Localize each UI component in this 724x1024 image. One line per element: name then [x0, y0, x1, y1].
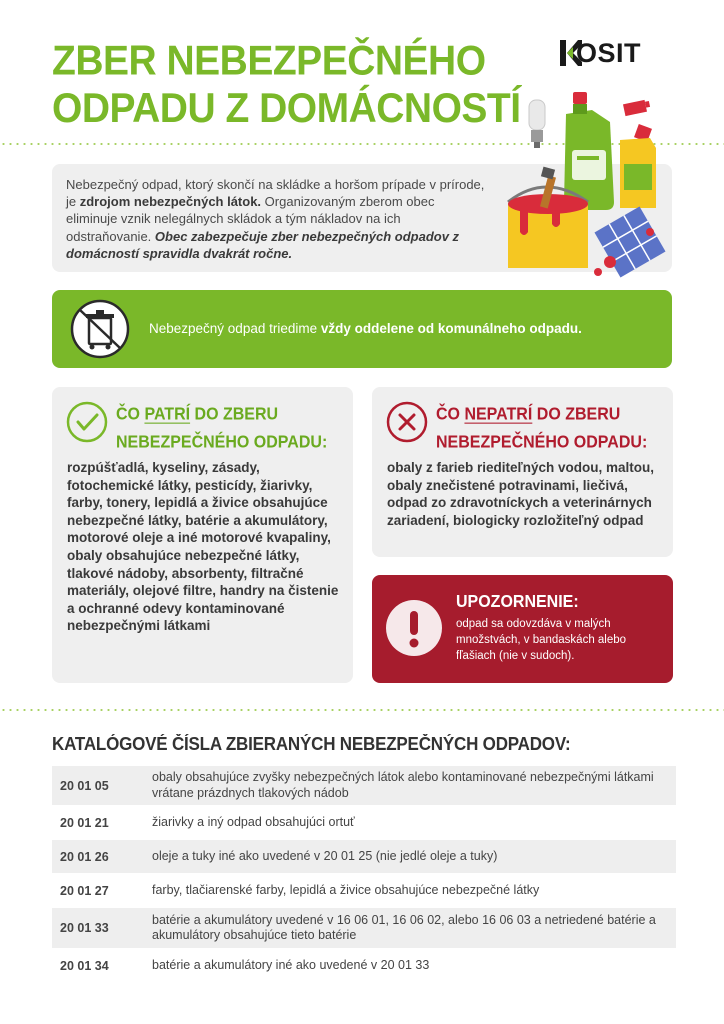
hazardous-waste-illustration: [500, 92, 680, 278]
belongs-heading-pre: ČO: [116, 405, 145, 424]
belongs-heading-underlined: PATRÍ: [144, 405, 191, 424]
waste-code: 20 01 21: [60, 815, 109, 830]
not-belongs-heading-pre: ČO: [436, 405, 465, 424]
not-belongs-list: obaly z farieb riediteľných vodou, maltou, obaly znečistené potravinami, liečivá, odpad zo zdravotníckych a veterinárnych zariadení, biologicky rozložiteľný odpad: [387, 460, 654, 528]
waste-code: 20 01 26: [60, 849, 109, 864]
waste-description: batérie a akumulátory uvedené v 16 06 01, 16 06 02, alebo 16 06 03 a netriedené batérie a akumulátory obsahujúce tieto batérie: [152, 912, 656, 942]
belongs-heading-line-2: NEBEZPEČNÉHO ODPADU:: [116, 433, 328, 452]
page-title: [52, 38, 522, 133]
kosit-logo: [560, 38, 678, 68]
belongs-card: [52, 387, 353, 683]
check-circle-icon: [66, 401, 108, 443]
not-belongs-heading: [436, 401, 647, 457]
table-row: [52, 873, 676, 908]
catalog-table: [52, 766, 676, 984]
waste-code: 20 01 05: [60, 778, 109, 793]
logo-text: OSIT: [576, 38, 642, 68]
divider-bottom: [0, 709, 724, 711]
belongs-heading: [116, 401, 327, 457]
intro-text-bold-2: Obec zabezpečuje zber nebezpečných odpadov z domácností spravidla dvakrát ročne.: [66, 228, 460, 261]
not-belongs-heading-underlined: NEPATRÍ: [464, 405, 533, 424]
banner-text-bold: vždy oddelene od komunálneho odpadu.: [320, 321, 582, 336]
battery-icon: [623, 100, 650, 116]
catalog-title: KATALÓGOVÉ ČÍSLA ZBIERANÝCH NEBEZPEČNÝCH ODPADOV:: [52, 734, 571, 755]
intro-text-bold-1: zdrojom nebezpečných látok.: [79, 194, 262, 210]
title-line-2: ODPADU Z DOMÁCNOSTÍ: [52, 85, 521, 132]
warning-title: UPOZORNENIE:: [456, 593, 579, 612]
table-row: [52, 766, 676, 805]
title-line-1: ZBER NEBEZPEČNÉHO: [52, 38, 486, 85]
table-row: [52, 805, 676, 840]
table-row: [52, 948, 676, 984]
not-belongs-heading-line-2: NEBEZPEČNÉHO ODPADU:: [436, 433, 648, 452]
table-row: [52, 840, 676, 873]
cross-circle-icon: [386, 401, 428, 443]
waste-description: farby, tlačiarenské farby, lepidlá a živice obsahujúce nebezpečné látky: [152, 882, 540, 897]
waste-code: 20 01 27: [60, 883, 109, 898]
belongs-list: rozpúšťadlá, kyseliny, zásady, fotochemické látky, pesticídy, žiarivky, farby, tonery, lepidlá a živice obsahujúce nebezpečné látky, batérie a akumulátory, motorové oleje a iné motorové kvapaliny, obaly obsahujúce nebezpečné látky, tlakové nádoby, absorbenty, filtračné materiály, olejové filtre, handry na čistenie a ochranné odevy kontaminované nebezpečnými látkami: [67, 460, 339, 634]
tiles-icon: [594, 206, 666, 277]
light-bulb-icon: [529, 100, 545, 148]
table-row: [52, 908, 676, 948]
warning-box: [372, 575, 673, 683]
not-belongs-card: [372, 387, 673, 557]
banner-text: [149, 321, 582, 336]
intro-text: [66, 176, 486, 262]
waste-description: žiarivky a iný odpad obsahujúci ortuť: [152, 814, 355, 829]
exclamation-icon: [385, 599, 443, 657]
separate-waste-banner: [52, 290, 672, 368]
waste-code: 20 01 34: [60, 959, 109, 973]
intro-text-part-1: Nebezpečný odpad, ktorý skončí na skládke a horšom prípade v prírode, je: [66, 177, 485, 210]
waste-code: 20 01 33: [60, 921, 109, 935]
banner-text-normal: Nebezpečný odpad triedime: [149, 321, 321, 336]
crossed-bin-icon: [70, 298, 130, 360]
waste-description: oleje a tuky iné ako uvedené v 20 01 25 (nie jedlé oleje a tuky): [152, 848, 498, 863]
waste-description: obaly obsahujúce zvyšky nebezpečných látok alebo kontaminované nebezpečnými látkami vrátane prázdnych tlakových nádob: [152, 770, 654, 800]
yellow-bottle-icon: [620, 124, 656, 208]
not-belongs-heading-post: DO ZBERU: [532, 405, 621, 424]
warning-text: odpad sa odovzdáva v malých množstvách, v bandaskách alebo fľašiach (nie v sudoch).: [456, 618, 627, 662]
belongs-heading-post: DO ZBERU: [190, 405, 279, 424]
waste-description: batérie a akumulátory iné ako uvedené v 20 01 33: [152, 958, 430, 973]
intro-text-part-2: Organizovaným zberom obec eliminuje vznik nelegálnych skládok a tým nákladov na ich odstraňovanie.: [66, 194, 435, 244]
